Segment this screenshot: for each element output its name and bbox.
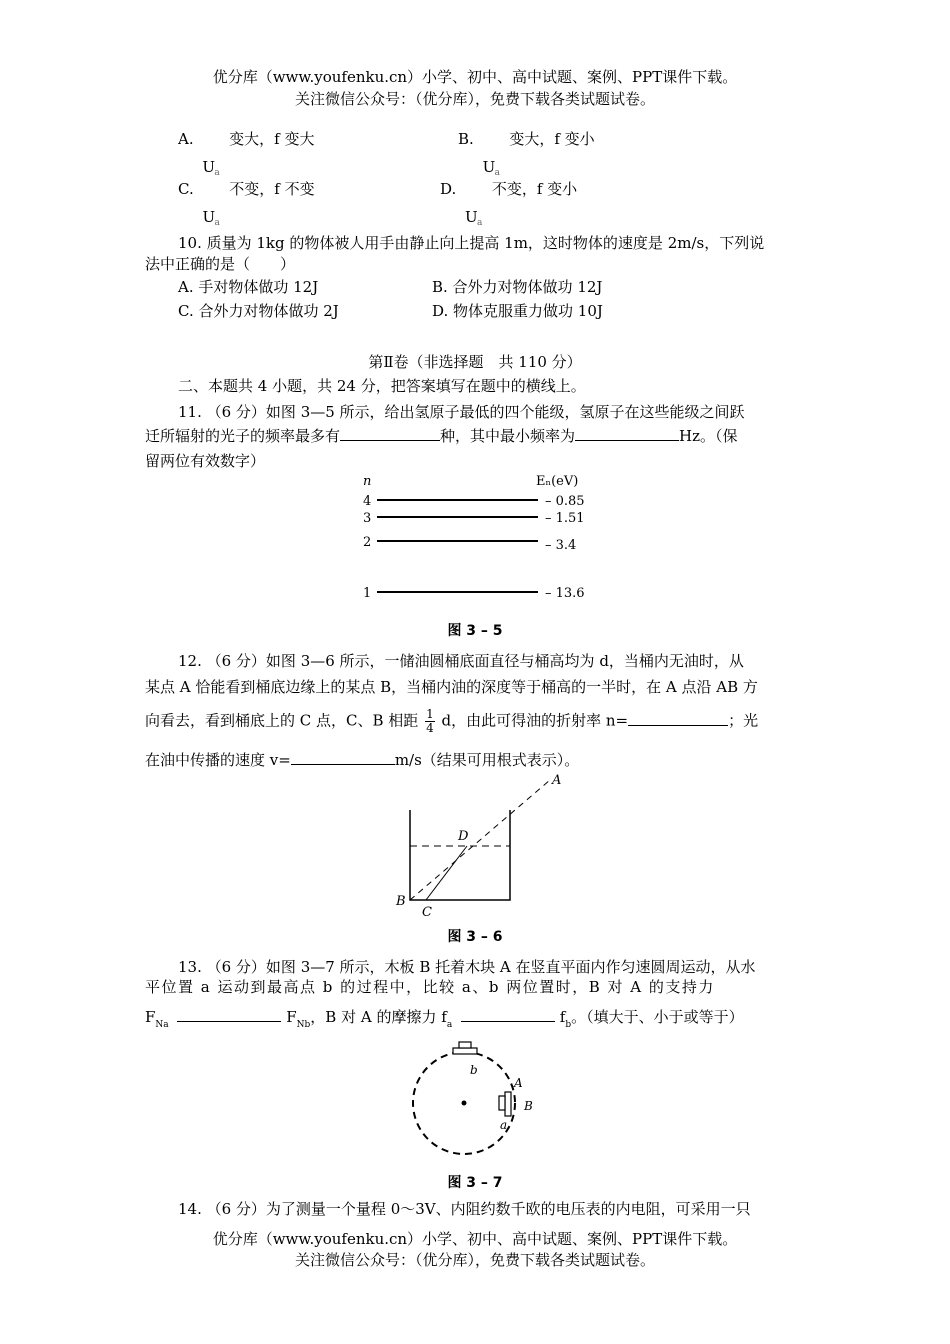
figure-3-5-caption: 图 3 – 5 <box>447 623 503 639</box>
q10-stem-line1: 10. 质量为 1kg 的物体被人用手由静止向上提高 1m，这时物体的速度是 2m/s，下列说 <box>178 234 765 252</box>
level-2-n: 2 <box>363 535 372 550</box>
part2-instruction: 二、本题共 4 小题，共 24 分，把答案填写在题中的横线上。 <box>178 377 586 395</box>
q11-line3: 留两位有效数字） <box>145 452 266 470</box>
n-axis-label: n <box>363 474 372 489</box>
q10-option-d: D. 物体克服重力做功 10J <box>432 302 603 320</box>
q12-answer-blank-n[interactable] <box>628 711 728 726</box>
fraction-one-quarter: $\frac{1}{4}$ <box>426 707 434 735</box>
level-3-n: 3 <box>363 511 372 526</box>
page-header-line1: 优分库（www.youfenku.cn）小学、初中、高中试题、案例、PPT课件下载。 <box>212 68 738 86</box>
point-a-label: A <box>552 773 562 788</box>
q12-line4: 在油中传播的速度 v= m/s（结果可用根式表示）。 <box>145 751 580 769</box>
part2-title: 第Ⅱ卷（非选择题 共 110 分） <box>368 353 582 371</box>
level-1-n: 1 <box>363 586 372 601</box>
page-header-line2: 关注微信公众号：（优分库），免费下载各类试题试卷。 <box>294 90 655 108</box>
point-c-label: C <box>422 905 432 920</box>
block-a-label: A <box>514 1076 523 1090</box>
q9-option-b: B. U a 变大，f 变小 <box>458 130 595 178</box>
q13-answer-blank-friction[interactable] <box>461 1007 555 1022</box>
q10-option-b: B. 合外力对物体做功 12J <box>432 278 603 296</box>
position-a-label: a <box>500 1118 508 1132</box>
level-2-energy: – 3.4 <box>545 538 577 553</box>
position-b-label: b <box>470 1063 478 1077</box>
energy-level-diagram <box>355 470 605 605</box>
q9-option-c: C. U a 不变，f 不变 <box>178 180 315 228</box>
circular-motion-diagram <box>400 1040 550 1175</box>
q12-line1: 12. （6 分）如图 3—6 所示，一储油圆桶底面直径与桶高均为 d，当桶内无油时，从 <box>178 652 744 670</box>
page-footer-line2: 关注微信公众号：（优分库），免费下载各类试题试卷。 <box>294 1251 655 1269</box>
q12-line3: 向看去，看到桶底上的 C 点，C、B 相距 $\frac{1}{4}$ d，由此可得油的折射率 n= ；光 <box>145 707 759 735</box>
q13-line2: 平位置 a 运动到最高点 b 的过程中，比较 a、b 两位置时，B 对 A 的支持力 <box>145 978 715 996</box>
q10-option-c: C. 合外力对物体做功 2J <box>178 302 339 320</box>
q11-line2: 迁所辐射的光子的频率最多有 种，其中最小频率为 Hz。（保 <box>145 427 738 445</box>
q11-line1: 11. （6 分）如图 3—5 所示，给出氢原子最低的四个能级，氢原子在这些能级之间跃 <box>178 403 745 421</box>
board-b-side <box>505 1092 511 1116</box>
figure-3-7-caption: 图 3 – 7 <box>447 1175 503 1191</box>
q12-answer-blank-v[interactable] <box>291 750 395 765</box>
board-b-top <box>453 1048 477 1054</box>
figure-3-6-caption: 图 3 – 6 <box>447 929 503 945</box>
oil-bucket-diagram <box>390 770 570 920</box>
circle-center <box>462 1101 467 1106</box>
level-1-energy: – 13.6 <box>545 586 585 601</box>
line-of-sight-AB <box>410 780 550 900</box>
q14-line1: 14. （6 分）为了测量一个量程 0～3V、内阻约数千欧的电压表的内电阻，可采用一只 <box>178 1200 751 1218</box>
page-footer-line1: 优分库（www.youfenku.cn）小学、初中、高中试题、案例、PPT课件下载。 <box>212 1230 738 1248</box>
point-b-label: B <box>396 894 406 909</box>
q10-stem-line2: 法中正确的是（ ） <box>145 255 296 273</box>
q11-answer-blank-1[interactable] <box>340 426 440 441</box>
point-d-label: D <box>458 829 469 844</box>
q13-answer-blank-normal-force[interactable] <box>177 1007 281 1022</box>
q12-line2: 某点 A 恰能看到桶底边缘上的某点 B，当桶内油的深度等于桶高的一半时，在 A 点沿 AB 方 <box>145 678 758 696</box>
block-a-top <box>459 1042 471 1048</box>
refracted-ray-DC <box>426 846 467 900</box>
q10-option-a: A. 手对物体做功 12J <box>178 278 319 296</box>
block-a-side <box>499 1096 505 1110</box>
q13-line3: $F_{Na}$ $F_{Nb}$，B 对 A 的摩擦力 $f_a$ $f_b$。（填大于、小于或等于） <box>145 1008 744 1030</box>
q9-option-a: A. U a 变大，f 变大 <box>178 130 315 178</box>
level-4-n: 4 <box>363 494 372 509</box>
q11-answer-blank-2[interactable] <box>575 426 679 441</box>
level-4-energy: – 0.85 <box>545 494 585 509</box>
level-3-energy: – 1.51 <box>545 511 585 526</box>
q13-line1: 13. （6 分）如图 3—7 所示，木板 B 托着木块 A 在竖直平面内作匀速圆周运动，从水 <box>178 958 756 976</box>
q9-option-d: D. U a 不变，f 变小 <box>440 180 578 228</box>
energy-axis-label: Eₙ(eV) <box>536 474 579 489</box>
board-b-label: B <box>524 1099 533 1113</box>
